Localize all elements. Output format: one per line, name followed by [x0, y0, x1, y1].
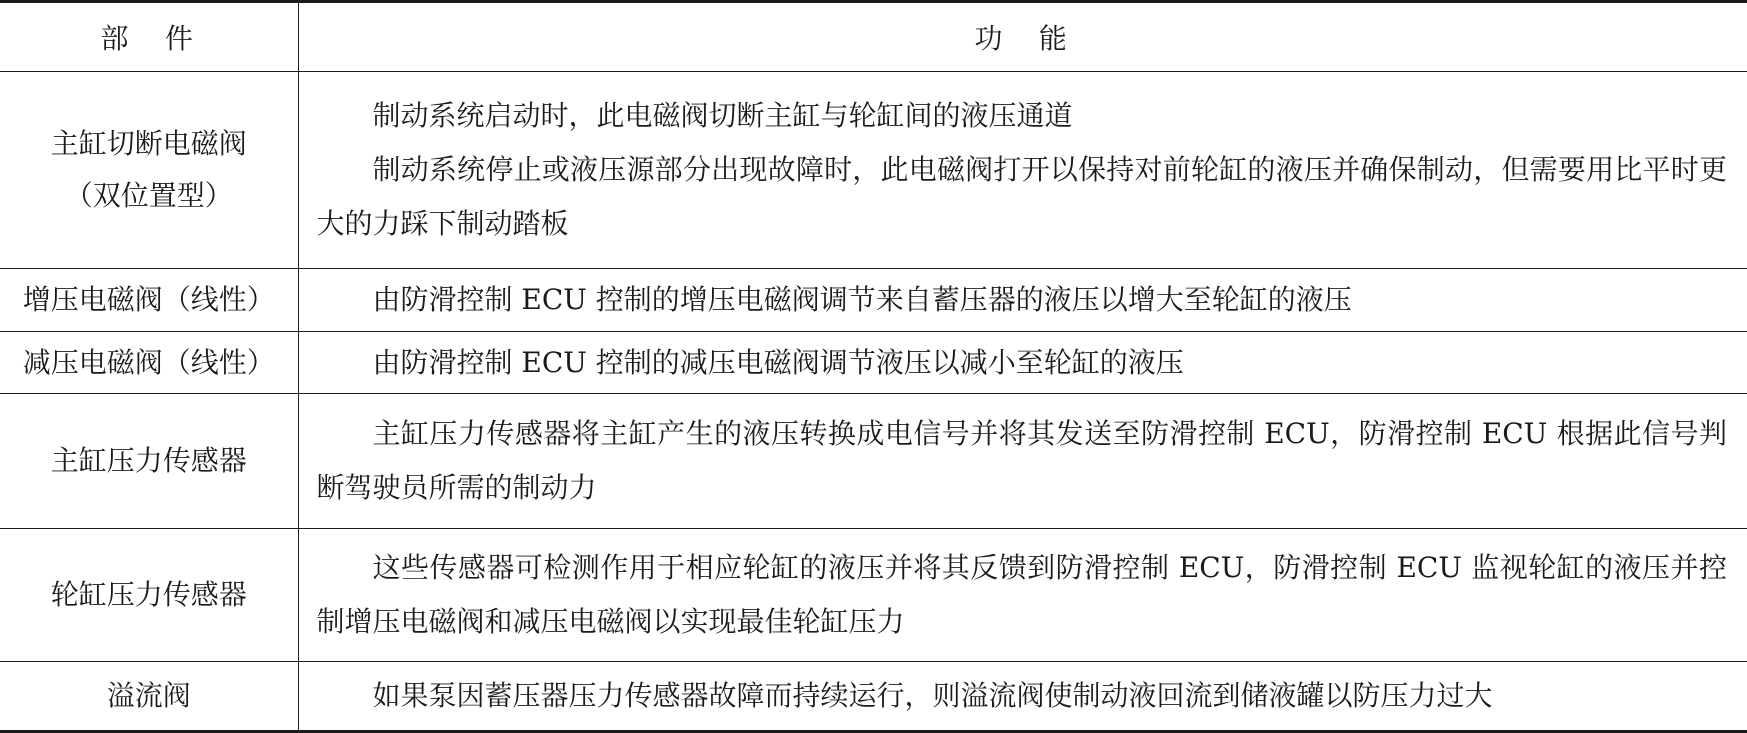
table-row [0, 529, 1747, 662]
function-cell [298, 269, 1747, 332]
function-text: 由防滑控制 ECU 控制的减压电磁阀调节液压以减小至轮缸的液压 [372, 345, 1184, 379]
function-cell [298, 332, 1747, 394]
function-cell [298, 72, 1747, 269]
part-cell [0, 269, 298, 332]
header-row [0, 2, 1747, 72]
part-name: 溢流阀 [106, 679, 191, 712]
table-row [0, 662, 1747, 732]
part-name: 增压电磁阀（线性） [22, 283, 275, 316]
part-cell [0, 394, 298, 529]
part-subtype: （双位置型） [64, 179, 233, 212]
part-cell [0, 332, 298, 394]
function-text: 主缸压力传感器将主缸产生的液压转换成电信号并将其发送至防滑控制 ECU，防滑控制 ECU 根据此信号判断驾驶员所需的制动力 [316, 417, 1727, 504]
part-name: 轮缸压力传感器 [50, 578, 247, 611]
part-cell [0, 662, 298, 732]
function-text: 制动系统启动时，此电磁阀切断主缸与轮缸间的液压通道 [372, 99, 1073, 132]
part-name: 主缸切断电磁阀 [50, 127, 247, 160]
table-row [0, 394, 1747, 529]
function-cell [298, 662, 1747, 732]
function-text: 这些传感器可检测作用于相应轮缸的液压并将其反馈到防滑控制 ECU，防滑控制 ECU 监视轮缸的液压并控制增压电磁阀和减压电磁阀以实现最佳轮缸压力 [316, 551, 1727, 638]
function-text: 制动系统停止或液压源部分出现故障时，此电磁阀打开以保持对前轮缸的液压并确保制动，但需要用比平时更大的力踩下制动踏板 [316, 153, 1727, 240]
table-row [0, 332, 1747, 394]
function-cell [298, 529, 1747, 662]
part-name: 减压电磁阀（线性） [22, 345, 275, 379]
table-row [0, 72, 1747, 269]
table-row [0, 269, 1747, 332]
part-cell [0, 529, 298, 662]
function-text: 如果泵因蓄压器压力传感器故障而持续运行，则溢流阀使制动液回流到储液罐以防压力过大 [372, 679, 1493, 712]
function-text: 由防滑控制 ECU 控制的增压电磁阀调节来自蓄压器的液压以增大至轮缸的液压 [372, 283, 1352, 316]
part-cell [0, 72, 298, 269]
header-part: 部 件 [0, 2, 298, 72]
part-name: 主缸压力传感器 [50, 444, 247, 477]
function-cell [298, 394, 1747, 529]
header-function: 功 能 [298, 2, 1747, 72]
